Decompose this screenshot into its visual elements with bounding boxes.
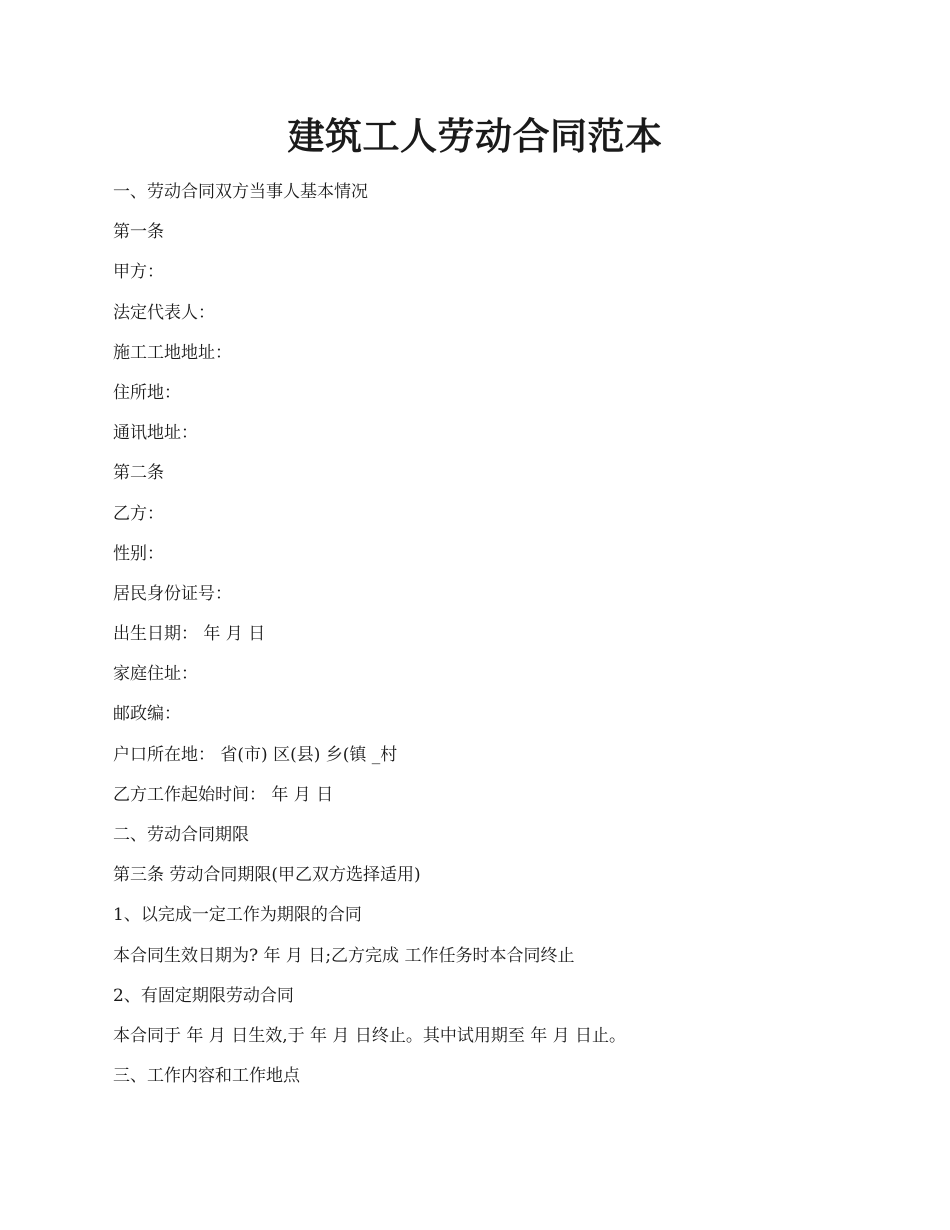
option-1-text: 本合同生效日期为? 年 月 日;乙方完成 工作任务时本合同终止 bbox=[113, 945, 575, 966]
option-2-text: 本合同于 年 月 日生效,于 年 月 日终止。其中试用期至 年 月 日止。 bbox=[113, 1025, 627, 1046]
mailing-address-field: 通讯地址： bbox=[113, 423, 198, 444]
article-1-label: 第一条 bbox=[113, 222, 164, 243]
section-heading-2: 二、劳动合同期限 bbox=[113, 825, 249, 845]
article-2-label: 第二条 bbox=[113, 463, 164, 484]
site-address-field: 施工工地地址： bbox=[113, 342, 232, 363]
party-a-field: 甲方： bbox=[113, 262, 164, 283]
domicile-field: 住所地： bbox=[113, 382, 181, 403]
household-registration-field: 户口所在地： 省(市) 区(县) 乡(镇 _村 bbox=[113, 744, 398, 765]
section-heading-3: 三、工作内容和工作地点 bbox=[113, 1066, 300, 1087]
id-number-field: 居民身份证号： bbox=[113, 583, 232, 604]
article-3-label: 第三条 劳动合同期限(甲乙双方选择适用) bbox=[113, 865, 421, 886]
document-body bbox=[113, 178, 853, 1102]
birth-date-field: 出生日期： 年 月 日 bbox=[113, 624, 266, 645]
party-b-field: 乙方： bbox=[113, 503, 164, 524]
option-1-heading: 1、以完成一定工作为期限的合同 bbox=[113, 905, 362, 926]
work-start-date-field: 乙方工作起始时间： 年 月 日 bbox=[113, 784, 334, 805]
document-title: 建筑工人劳动合同范本 bbox=[287, 114, 663, 158]
section-heading-1: 一、劳动合同双方当事人基本情况 bbox=[113, 182, 368, 202]
legal-representative-field: 法定代表人： bbox=[113, 302, 215, 323]
option-2-heading: 2、有固定期限劳动合同 bbox=[113, 985, 294, 1006]
postal-code-field: 邮政编： bbox=[113, 704, 181, 725]
home-address-field: 家庭住址： bbox=[113, 664, 198, 685]
gender-field: 性别： bbox=[113, 543, 164, 564]
